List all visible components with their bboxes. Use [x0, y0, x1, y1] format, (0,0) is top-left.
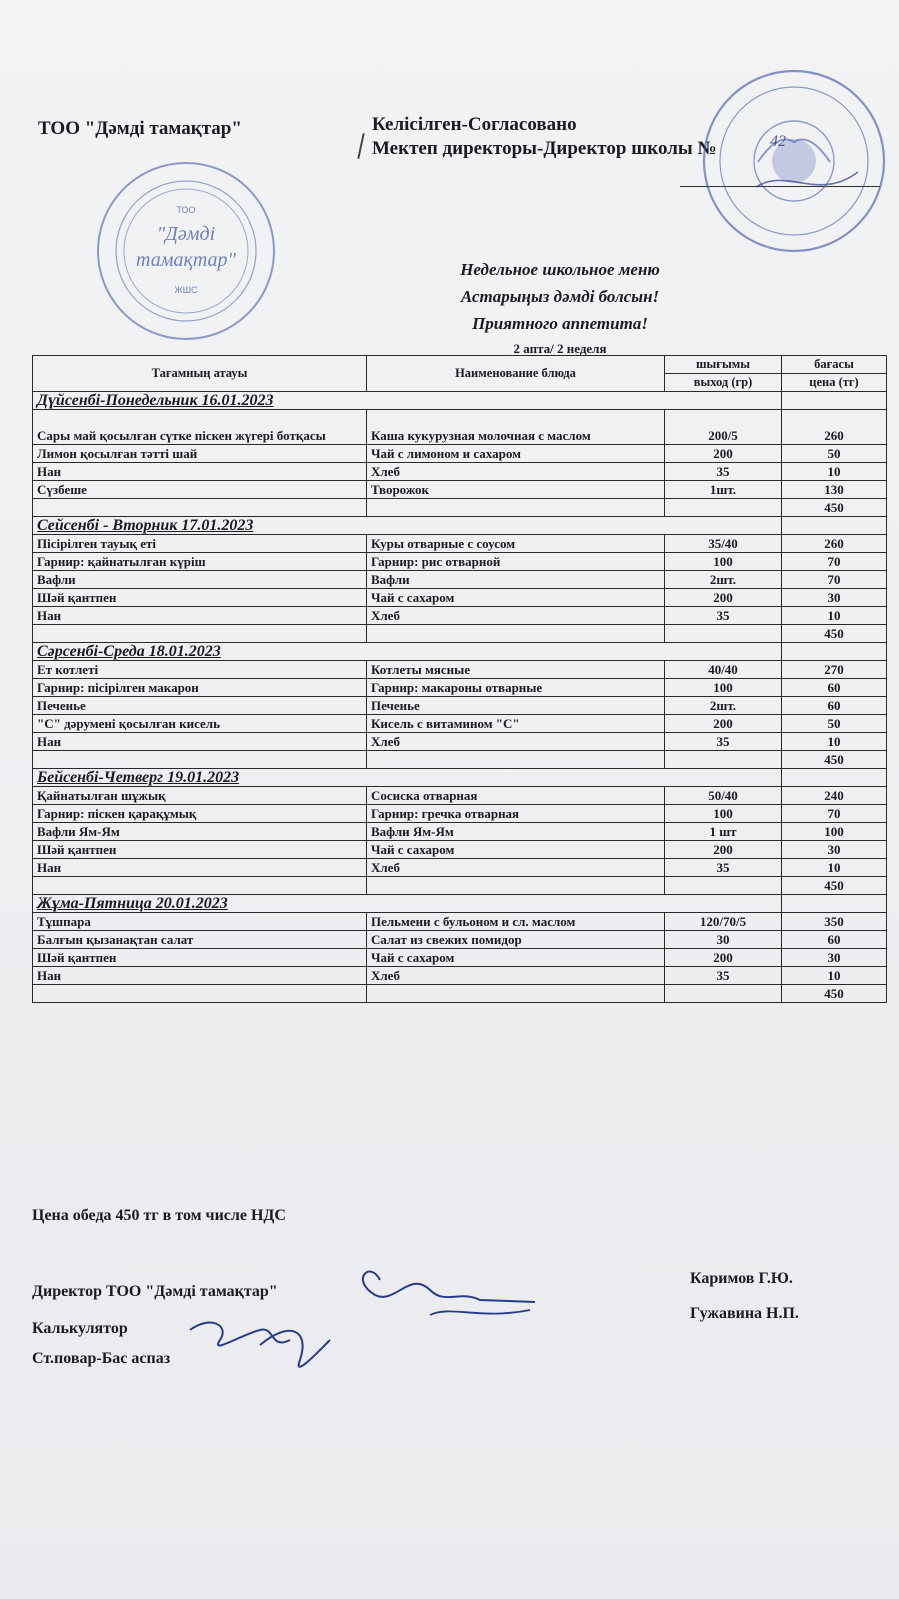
dish-name-ru: Печенье [367, 697, 665, 715]
dish-name-kz: Тұшпара [33, 913, 367, 931]
menu-item-row [33, 410, 887, 445]
col-name-kz: Тағамның атауы [33, 356, 367, 392]
menu-item-row [33, 535, 887, 553]
dish-name-ru: Сосиска отварная [367, 787, 665, 805]
chef-label: Ст.повар-Бас аспаз [32, 1350, 171, 1367]
col-price-ru: цена (тг) [782, 374, 887, 392]
price-note: Цена обеда 450 тг в том числе НДС [32, 1207, 286, 1224]
dish-price: 60 [782, 679, 887, 697]
day-empty-cell [782, 643, 887, 661]
menu-item-row [33, 553, 887, 571]
total-empty-cell [665, 877, 782, 895]
menu-item-row [33, 715, 887, 733]
day-total: 450 [782, 625, 887, 643]
header-row [33, 356, 887, 374]
menu-item-row [33, 823, 887, 841]
dish-name-kz: Нан [33, 607, 367, 625]
dish-name-ru: Котлеты мясные [367, 661, 665, 679]
dish-price: 100 [782, 823, 887, 841]
dish-name-ru: Гарнир: макароны отварные [367, 679, 665, 697]
day-total-row [33, 751, 887, 769]
total-empty-cell [367, 499, 665, 517]
day-total: 450 [782, 985, 887, 1003]
company-stamp [93, 158, 279, 344]
dish-yield: 35/40 [665, 535, 782, 553]
menu-item-row [33, 661, 887, 679]
dish-price: 10 [782, 607, 887, 625]
dish-yield: 100 [665, 805, 782, 823]
dish-yield: 50/40 [665, 787, 782, 805]
day-total-row [33, 625, 887, 643]
menu-item-row [33, 481, 887, 499]
day-title: Дүйсенбі-Понедельник 16.01.2023 [33, 392, 782, 410]
dish-name-kz: Шәй қантпен [33, 841, 367, 859]
day-header-row [33, 643, 887, 661]
day-total-row [33, 499, 887, 517]
dish-price: 50 [782, 445, 887, 463]
menu-greeting-ru: Приятного аппетита! [472, 314, 648, 333]
approval-block [372, 113, 717, 161]
dish-name-kz: Шәй қантпен [33, 949, 367, 967]
stamp-text-1: ТОО [176, 205, 196, 215]
dish-yield: 35 [665, 733, 782, 751]
dish-yield: 100 [665, 679, 782, 697]
day-empty-cell [782, 392, 887, 410]
dish-name-ru: Чай с сахаром [367, 589, 665, 607]
total-empty-cell [367, 877, 665, 895]
dish-name-kz: Нан [33, 463, 367, 481]
dish-name-kz: Печенье [33, 697, 367, 715]
menu-item-row [33, 697, 887, 715]
dish-name-kz: Балғын қызанақтан салат [33, 931, 367, 949]
dish-name-ru: Куры отварные с соусом [367, 535, 665, 553]
dish-name-kz: Гарнир: піскен қарақұмық [33, 805, 367, 823]
signer-name-2: Гужавина Н.П. [690, 1305, 799, 1322]
dish-name-kz: Сүзбеше [33, 481, 367, 499]
day-total: 450 [782, 877, 887, 895]
dish-name-ru: Салат из свежих помидор [367, 931, 665, 949]
dish-name-kz: Вафли Ям-Ям [33, 823, 367, 841]
dish-name-ru: Пельмени с бульоном и сл. маслом [367, 913, 665, 931]
school-stamp [698, 62, 890, 260]
stamp-text-2: "Дәмді [156, 223, 216, 245]
menu-item-row [33, 571, 887, 589]
dish-name-kz: Шәй қантпен [33, 589, 367, 607]
dish-yield: 200 [665, 445, 782, 463]
dish-name-kz: Гарнир: пісірілген макарон [33, 679, 367, 697]
total-empty-cell [367, 751, 665, 769]
menu-titles [300, 256, 820, 337]
dish-name-ru: Чай с лимоном и сахаром [367, 445, 665, 463]
menu-item-row [33, 805, 887, 823]
total-empty-cell [33, 751, 367, 769]
total-empty-cell [367, 985, 665, 1003]
dish-price: 70 [782, 553, 887, 571]
day-total: 450 [782, 499, 887, 517]
dish-yield: 200 [665, 949, 782, 967]
total-empty-cell [665, 625, 782, 643]
dish-yield: 1шт. [665, 481, 782, 499]
total-empty-cell [33, 877, 367, 895]
dish-price: 270 [782, 661, 887, 679]
dish-yield: 2шт. [665, 697, 782, 715]
day-title: Сәрсенбі-Среда 18.01.2023 [33, 643, 782, 661]
dish-name-ru: Творожок [367, 481, 665, 499]
dish-name-ru: Гарнир: рис отварной [367, 553, 665, 571]
menu-item-row [33, 589, 887, 607]
menu-item-row [33, 733, 887, 751]
day-title: Сейсенбі - Вторник 17.01.2023 [33, 517, 782, 535]
menu-item-row [33, 967, 887, 985]
dish-name-ru: Вафли [367, 571, 665, 589]
day-header-row [33, 392, 887, 410]
dish-yield: 200 [665, 841, 782, 859]
stamp-text-4: ЖШС [174, 285, 198, 295]
dish-yield: 120/70/5 [665, 913, 782, 931]
dish-price: 10 [782, 859, 887, 877]
dish-yield: 100 [665, 553, 782, 571]
dish-name-kz: Ет котлеті [33, 661, 367, 679]
dish-price: 240 [782, 787, 887, 805]
dish-name-ru: Хлеб [367, 859, 665, 877]
dish-name-kz: Нан [33, 733, 367, 751]
day-title: Жұма-Пятница 20.01.2023 [33, 895, 782, 913]
dish-price: 50 [782, 715, 887, 733]
menu-item-row [33, 787, 887, 805]
dish-name-ru: Хлеб [367, 463, 665, 481]
day-header-row [33, 895, 887, 913]
dish-price: 350 [782, 913, 887, 931]
company-name: ТОО "Дәмді тамақтар" [38, 118, 242, 139]
dish-name-kz: Сары май қосылған сүтке піскен жүгері ботқасы [33, 410, 367, 445]
dish-name-kz: Нан [33, 859, 367, 877]
dish-yield: 30 [665, 931, 782, 949]
dish-price: 130 [782, 481, 887, 499]
dish-yield: 35 [665, 967, 782, 985]
dish-price: 70 [782, 571, 887, 589]
menu-item-row [33, 931, 887, 949]
menu-item-row [33, 913, 887, 931]
menu-title: Недельное школьное меню [460, 260, 660, 279]
dish-name-kz: Гарнир: қайнатылған күріш [33, 553, 367, 571]
total-empty-cell [33, 985, 367, 1003]
dish-name-ru: Чай с сахаром [367, 841, 665, 859]
school-number: 42 [770, 133, 786, 150]
total-empty-cell [665, 499, 782, 517]
day-empty-cell [782, 517, 887, 535]
menu-table [32, 355, 887, 1003]
dish-name-kz: Нан [33, 967, 367, 985]
dish-name-kz: Лимон қосылған тәтті шай [33, 445, 367, 463]
dish-yield: 200 [665, 715, 782, 733]
total-empty-cell [665, 985, 782, 1003]
dish-price: 10 [782, 967, 887, 985]
approval-line-2: Мектеп директоры-Директор школы № [372, 138, 717, 159]
total-empty-cell [33, 499, 367, 517]
calculator-label: Калькулятор [32, 1320, 128, 1337]
day-total: 450 [782, 751, 887, 769]
total-empty-cell [33, 625, 367, 643]
day-empty-cell [782, 769, 887, 787]
day-empty-cell [782, 895, 887, 913]
dish-price: 260 [782, 535, 887, 553]
week-label: 2 апта/ 2 неделя [513, 341, 607, 356]
handwritten-signatures [180, 1260, 550, 1390]
menu-item-row [33, 445, 887, 463]
dish-name-kz: Вафли [33, 571, 367, 589]
dish-name-ru: Вафли Ям-Ям [367, 823, 665, 841]
dish-name-ru: Кисель с витамином "С" [367, 715, 665, 733]
dish-name-ru: Чай с сахаром [367, 949, 665, 967]
dish-price: 70 [782, 805, 887, 823]
day-total-row [33, 877, 887, 895]
dish-price: 10 [782, 463, 887, 481]
day-header-row [33, 769, 887, 787]
dish-price: 30 [782, 589, 887, 607]
dish-price: 60 [782, 697, 887, 715]
total-empty-cell [665, 751, 782, 769]
col-price-kz: бағасы [782, 356, 887, 374]
menu-item-row [33, 949, 887, 967]
dish-price: 10 [782, 733, 887, 751]
menu-greeting-kz: Астарыңыз дәмді болсын! [460, 287, 660, 306]
signer-name-1: Каримов Г.Ю. [690, 1270, 793, 1287]
menu-item-row [33, 841, 887, 859]
approval-line-1: Келісілген-Согласовано [372, 114, 577, 135]
total-empty-cell [367, 625, 665, 643]
dish-name-ru: Каша кукурузная молочная с маслом [367, 410, 665, 445]
menu-item-row [33, 679, 887, 697]
dish-yield: 35 [665, 463, 782, 481]
dish-yield: 200 [665, 589, 782, 607]
dish-yield: 35 [665, 607, 782, 625]
dish-name-ru: Гарнир: гречка отварная [367, 805, 665, 823]
dish-yield: 1 шт [665, 823, 782, 841]
day-total-row [33, 985, 887, 1003]
stamp-text-3: тамақтар" [136, 249, 236, 271]
menu-item-row [33, 859, 887, 877]
dish-name-ru: Хлеб [367, 733, 665, 751]
dish-name-kz: "С" дәрумені қосылған кисель [33, 715, 367, 733]
day-header-row [33, 517, 887, 535]
col-yield-ru: выход (гр) [665, 374, 782, 392]
dish-price: 30 [782, 949, 887, 967]
dish-yield: 35 [665, 859, 782, 877]
director-label: Директор ТОО "Дәмді тамақтар" [32, 1283, 278, 1300]
dish-name-ru: Хлеб [367, 967, 665, 985]
menu-item-row [33, 463, 887, 481]
dish-yield: 200/5 [665, 410, 782, 445]
dish-yield: 40/40 [665, 661, 782, 679]
dish-name-ru: Хлеб [367, 607, 665, 625]
col-name-ru: Наименование блюда [367, 356, 665, 392]
dish-name-kz: Қайнатылған шұжық [33, 787, 367, 805]
day-title: Бейсенбі-Четверг 19.01.2023 [33, 769, 782, 787]
dish-price: 260 [782, 410, 887, 445]
dish-yield: 2шт. [665, 571, 782, 589]
col-yield-kz: шығымы [665, 356, 782, 374]
dish-price: 30 [782, 841, 887, 859]
dish-price: 60 [782, 931, 887, 949]
menu-body [33, 392, 887, 1003]
dish-name-kz: Пісірілген тауық еті [33, 535, 367, 553]
menu-item-row [33, 607, 887, 625]
